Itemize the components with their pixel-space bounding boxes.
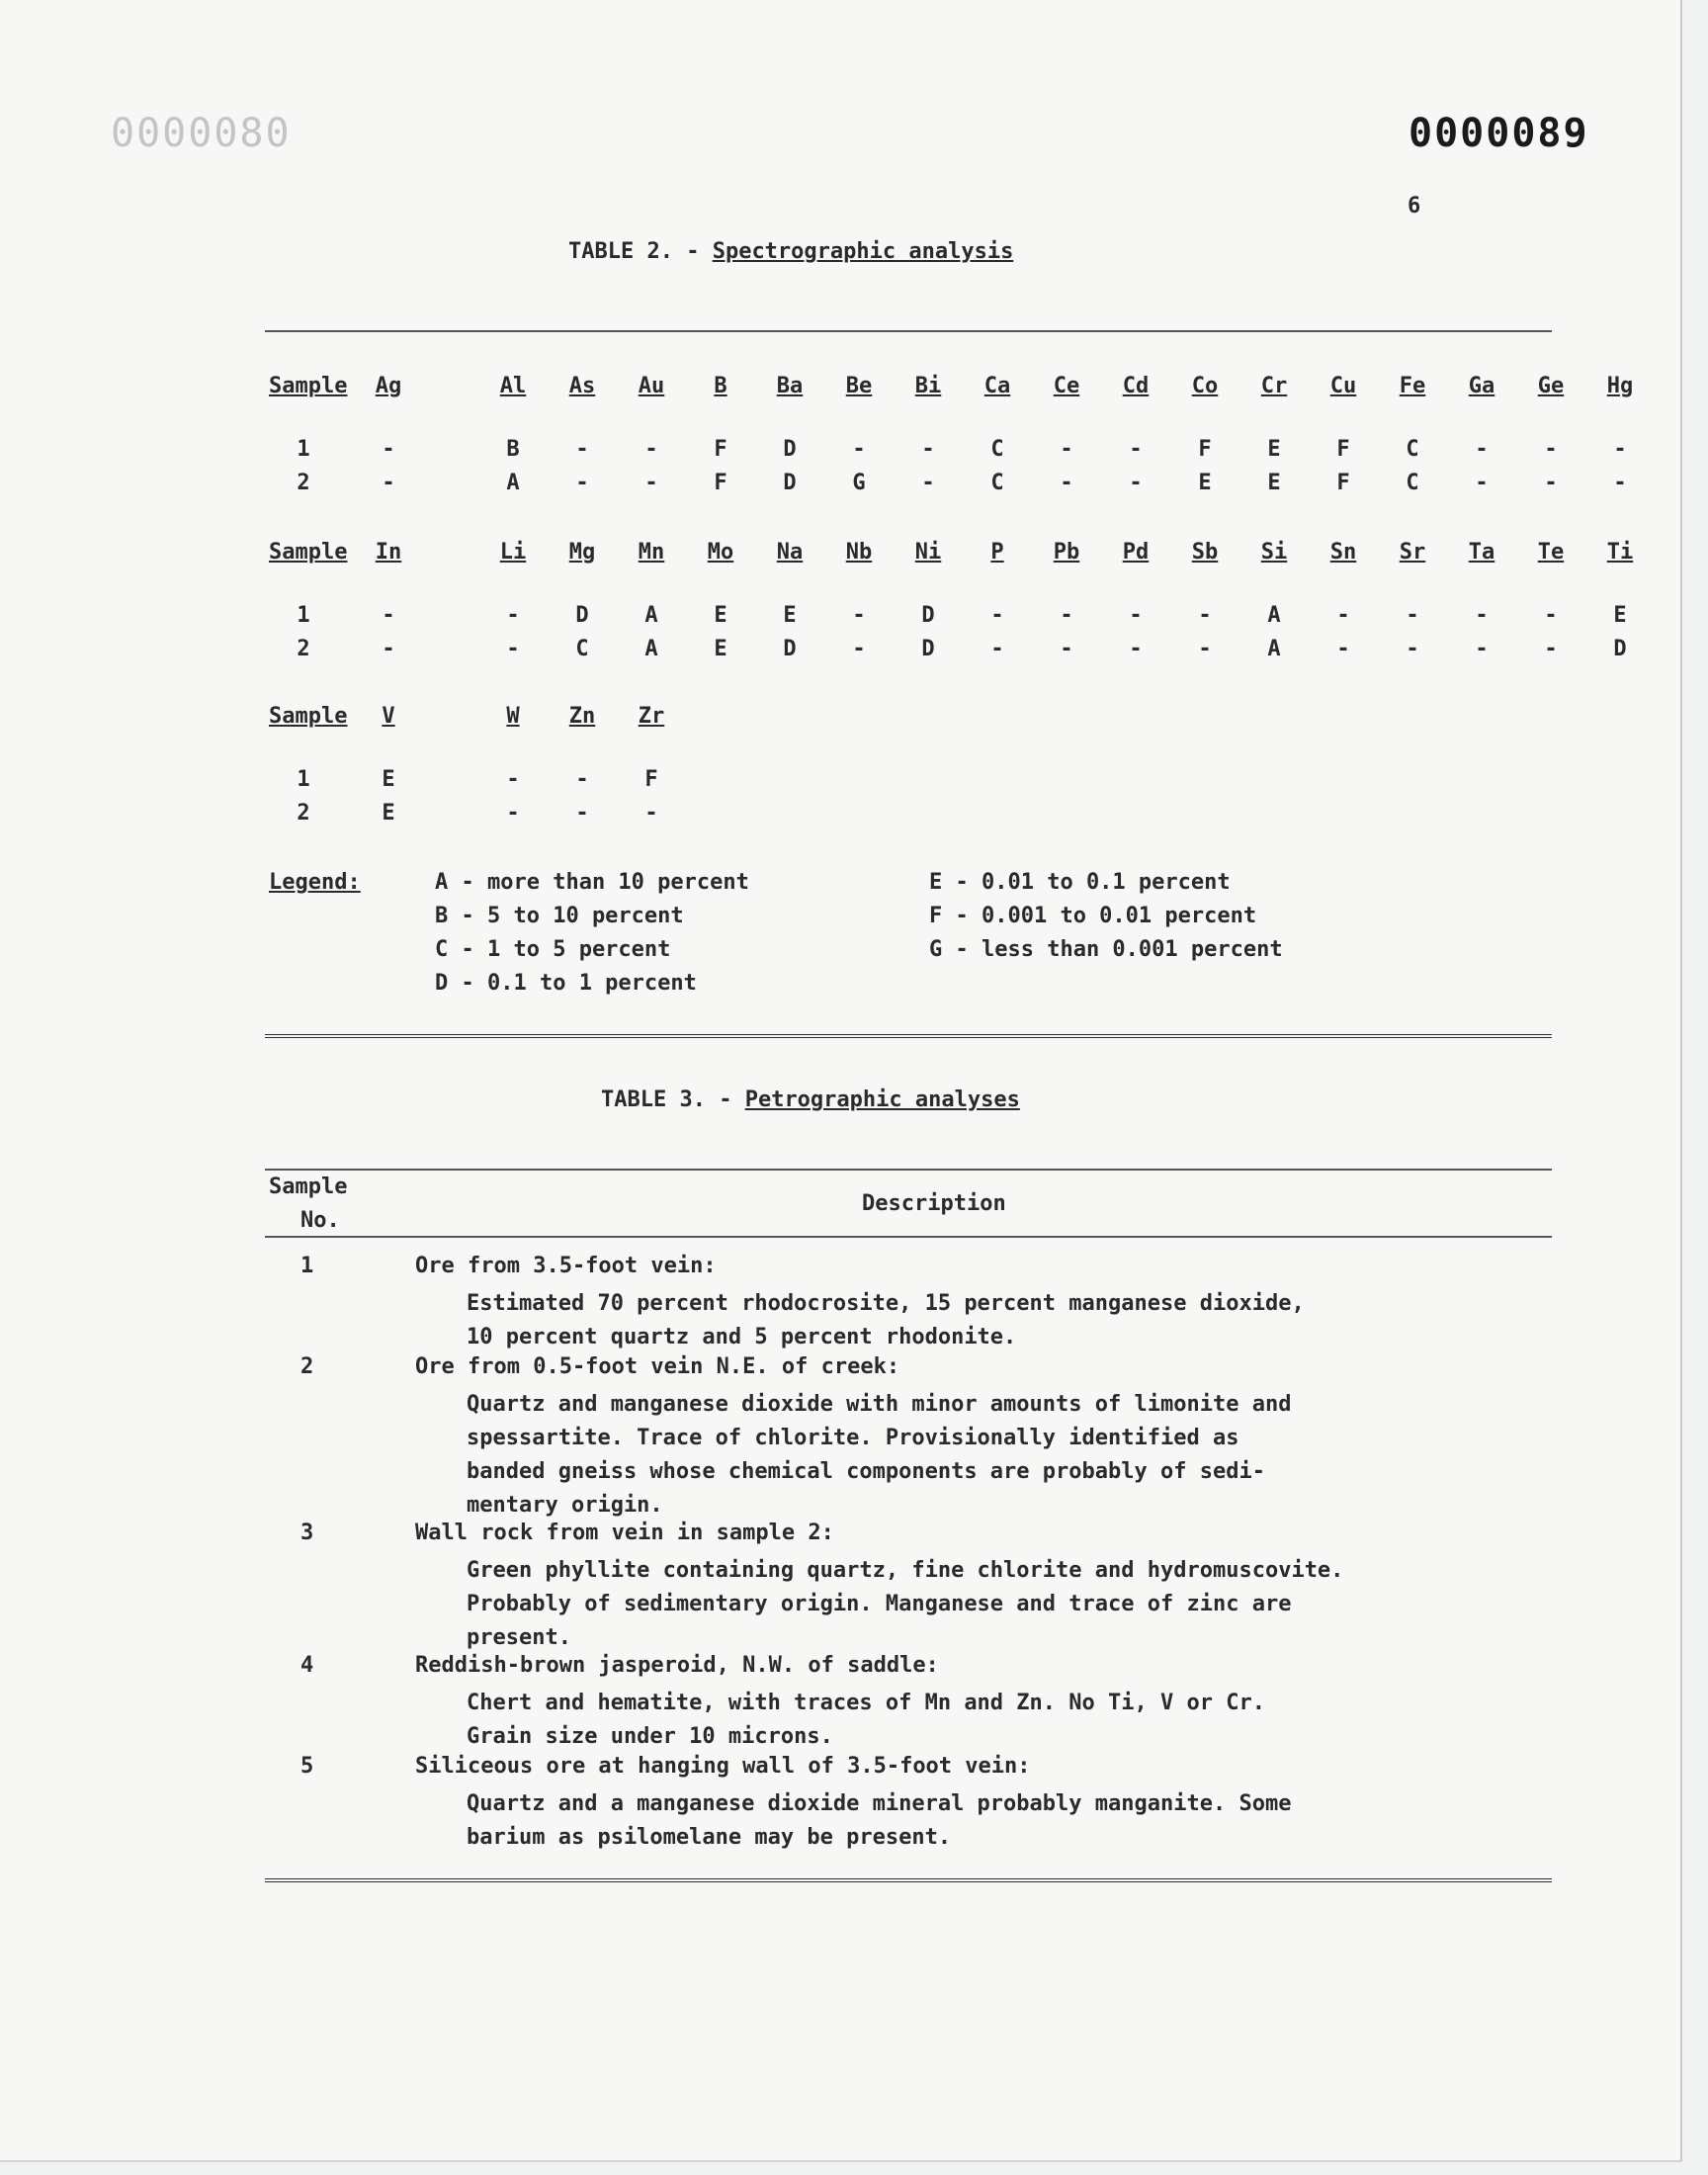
spec-value-cu: F (1336, 471, 1350, 495)
spec-value-in: - (382, 637, 395, 661)
spec-sample-number: 1 (297, 437, 310, 462)
spec-value-mo: E (714, 603, 727, 628)
spec-header-ag: Ag (375, 374, 402, 398)
table3-title-main: Petrographic analyses (744, 1088, 1020, 1112)
spec-value-cr: E (1267, 471, 1281, 495)
spec-value-na: D (783, 637, 797, 661)
spec-value-cd: - (1129, 437, 1143, 462)
spec-value-in: - (382, 603, 395, 628)
petro-sample-title: Wall rock from vein in sample 2: (415, 1521, 834, 1545)
legend-item-d: D - 0.1 to 1 percent (435, 971, 697, 996)
spec-value-zr: - (644, 801, 658, 826)
spec-sample-number: 2 (297, 801, 310, 826)
spec-header-sn: Sn (1329, 540, 1357, 565)
spec-header-ta: Ta (1468, 540, 1495, 565)
petro-sample-description: Quartz and manganese dioxide with minor amounts of limonite and spessartite. Trace of chlorite. Provisionally identified as banded gneiss whose chemical components are probably of sedi- mentary origin. (467, 1392, 1292, 1518)
spec-value-ni: D (921, 637, 935, 661)
spec-value-ga: - (1475, 437, 1489, 462)
spec-value-ti: E (1613, 603, 1627, 628)
spec-value-as: - (575, 471, 589, 495)
spec-value-cr: E (1267, 437, 1281, 462)
spec-value-sb: - (1198, 637, 1212, 661)
spec-value-ta: - (1475, 603, 1489, 628)
petro-sample-title: Reddish-brown jasperoid, N.W. of saddle: (415, 1653, 939, 1678)
spec-sample-row (269, 437, 1627, 471)
spec-header-sample: Sample (269, 704, 348, 729)
legend-item-b: B - 5 to 10 percent (435, 904, 684, 928)
spec-value-sr: - (1406, 603, 1419, 628)
spec-header-ge: Ge (1537, 374, 1565, 398)
spec-value-w: - (506, 801, 520, 826)
spec-value-zn: - (575, 767, 589, 792)
petro-sample-no: 5 (300, 1754, 314, 1779)
spec-value-ge: - (1544, 471, 1558, 495)
spec-value-ag: - (382, 437, 395, 462)
spec-header-row (269, 374, 1634, 407)
spec-header-mg: Mg (568, 540, 596, 565)
spec-value-ti: D (1613, 637, 1627, 661)
spec-value-co: E (1198, 471, 1212, 495)
spec-value-al: A (506, 471, 520, 495)
spec-value-na: E (783, 603, 797, 628)
spec-value-mn: A (644, 637, 658, 661)
spec-header-mn: Mn (638, 540, 665, 565)
spec-header-cd: Cd (1122, 374, 1150, 398)
spec-value-be: G (852, 471, 866, 495)
document-stamp-faint: 0000080 (111, 111, 292, 156)
spec-value-nb: - (852, 637, 866, 661)
spec-value-p: - (990, 603, 1004, 628)
document-stamp-number: 0000089 (1409, 111, 1589, 156)
spec-sample-row (269, 767, 1554, 801)
table3-title-prefix: TABLE 3. - (601, 1088, 745, 1112)
spec-header-row (269, 704, 1554, 738)
spec-value-ba: D (783, 471, 797, 495)
legend-item-e: E - 0.01 to 0.1 percent (929, 870, 1231, 895)
spec-header-sr: Sr (1399, 540, 1426, 565)
petro-sample-description: Quartz and a manganese dioxide mineral probably manganite. Some barium as psilomelane may be present. (467, 1791, 1292, 1850)
legend-item-a: A - more than 10 percent (435, 870, 749, 895)
spec-value-co: F (1198, 437, 1212, 462)
spec-header-ba: Ba (776, 374, 804, 398)
spec-header-pd: Pd (1122, 540, 1150, 565)
spec-value-be: - (852, 437, 866, 462)
spec-header-mo: Mo (707, 540, 734, 565)
spec-value-au: - (644, 437, 658, 462)
spec-header-b: B (714, 374, 727, 398)
spec-header-cr: Cr (1260, 374, 1288, 398)
spec-value-ca: C (990, 471, 1004, 495)
legend-item-g: G - less than 0.001 percent (929, 937, 1283, 962)
spec-value-pd: - (1129, 603, 1143, 628)
spec-group-1 (269, 374, 1634, 504)
spec-header-sb: Sb (1191, 540, 1219, 565)
spec-value-mn: A (644, 603, 658, 628)
spec-value-pd: - (1129, 637, 1143, 661)
spec-header-in: In (375, 540, 402, 565)
table2-title (568, 239, 1013, 264)
petro-sample-no: 3 (300, 1521, 314, 1545)
table2-top-rule (265, 330, 1552, 332)
spec-sample-number: 2 (297, 637, 310, 661)
spec-value-w: - (506, 767, 520, 792)
table2-bottom-rule (265, 1034, 1552, 1041)
petro-sample-description: Estimated 70 percent rhodocrosite, 15 percent manganese dioxide, 10 percent quartz and 5 percent rhodonite. (467, 1291, 1305, 1349)
table3-title (601, 1088, 1020, 1112)
spec-group-2 (269, 540, 1634, 670)
spec-header-bi: Bi (914, 374, 942, 398)
spec-group-3 (269, 704, 1554, 834)
spec-value-ca: C (990, 437, 1004, 462)
spec-value-ce: - (1060, 437, 1073, 462)
spec-value-hg: - (1613, 437, 1627, 462)
spec-header-sample: Sample (269, 374, 348, 398)
spec-value-v: E (382, 801, 395, 826)
spec-header-ti: Ti (1606, 540, 1634, 565)
col-header-description: Description (862, 1191, 1006, 1216)
spec-value-sr: - (1406, 637, 1419, 661)
spec-header-sample: Sample (269, 540, 348, 565)
petro-sample-title: Siliceous ore at hanging wall of 3.5-foot vein: (415, 1754, 1031, 1779)
spec-value-sb: - (1198, 603, 1212, 628)
spec-value-fe: C (1406, 471, 1419, 495)
spec-value-cu: F (1336, 437, 1350, 462)
spec-value-v: E (382, 767, 395, 792)
spec-header-w: W (506, 704, 520, 729)
petro-sample-no: 2 (300, 1354, 314, 1379)
legend-item-f: F - 0.001 to 0.01 percent (929, 904, 1257, 928)
petro-sample-no: 1 (300, 1254, 314, 1278)
spec-value-nb: - (852, 603, 866, 628)
spec-value-te: - (1544, 603, 1558, 628)
spec-value-b: F (714, 437, 727, 462)
spec-sample-row (269, 637, 1627, 670)
table3-bottom-rule (265, 1878, 1552, 1885)
spec-header-pb: Pb (1053, 540, 1080, 565)
spec-value-mg: C (575, 637, 589, 661)
spec-value-bi: - (921, 471, 935, 495)
spec-header-ca: Ca (983, 374, 1011, 398)
spec-value-ta: - (1475, 637, 1489, 661)
spec-value-sn: - (1336, 637, 1350, 661)
spec-value-zr: F (644, 767, 658, 792)
spec-header-be: Be (845, 374, 873, 398)
col-header-no: No. (300, 1208, 340, 1233)
spec-sample-row (269, 471, 1627, 504)
spec-value-pb: - (1060, 603, 1073, 628)
table3-top-rule (265, 1169, 1552, 1171)
spec-value-mg: D (575, 603, 589, 628)
petro-sample-description: Green phyllite containing quartz, fine chlorite and hydromuscovite. Probably of sedimentary origin. Manganese and trace of zinc are present. (467, 1558, 1344, 1650)
spec-header-co: Co (1191, 374, 1219, 398)
spec-sample-row (269, 801, 1554, 834)
spec-header-v: V (382, 704, 395, 729)
spec-header-as: As (568, 374, 596, 398)
spec-header-p: P (990, 540, 1004, 565)
spec-sample-row (269, 603, 1627, 637)
spec-header-ga: Ga (1468, 374, 1495, 398)
petro-sample-title: Ore from 0.5-foot vein N.E. of creek: (415, 1354, 900, 1379)
spec-header-zr: Zr (638, 704, 665, 729)
spec-sample-number: 2 (297, 471, 310, 495)
spec-value-ge: - (1544, 437, 1558, 462)
spec-value-ga: - (1475, 471, 1489, 495)
petro-sample-no: 4 (300, 1653, 314, 1678)
spec-value-bi: - (921, 437, 935, 462)
spec-value-fe: C (1406, 437, 1419, 462)
legend-label: Legend: (269, 870, 361, 895)
spec-sample-number: 1 (297, 767, 310, 792)
spec-value-mo: E (714, 637, 727, 661)
legend-item-c: C - 1 to 5 percent (435, 937, 671, 962)
table3-header-rule (265, 1236, 1552, 1238)
spec-value-al: B (506, 437, 520, 462)
spec-header-nb: Nb (845, 540, 873, 565)
spec-header-al: Al (499, 374, 527, 398)
spec-header-na: Na (776, 540, 804, 565)
col-header-sample: Sample (269, 1174, 348, 1199)
spec-value-cd: - (1129, 471, 1143, 495)
spec-value-li: - (506, 637, 520, 661)
spec-header-ni: Ni (914, 540, 942, 565)
spec-header-si: Si (1260, 540, 1288, 565)
spec-header-hg: Hg (1606, 374, 1634, 398)
spec-value-li: - (506, 603, 520, 628)
spec-value-as: - (575, 437, 589, 462)
spec-value-te: - (1544, 637, 1558, 661)
spec-value-b: F (714, 471, 727, 495)
spec-value-ag: - (382, 471, 395, 495)
spec-value-si: A (1267, 603, 1281, 628)
spec-header-fe: Fe (1399, 374, 1426, 398)
page-number: 6 (1408, 194, 1421, 218)
spec-value-ce: - (1060, 471, 1073, 495)
spec-sample-number: 1 (297, 603, 310, 628)
petro-sample-title: Ore from 3.5-foot vein: (415, 1254, 717, 1278)
spec-header-ce: Ce (1053, 374, 1080, 398)
spec-header-li: Li (499, 540, 527, 565)
spec-value-au: - (644, 471, 658, 495)
spec-value-zn: - (575, 801, 589, 826)
spec-header-cu: Cu (1329, 374, 1357, 398)
petro-sample-description: Chert and hematite, with traces of Mn and Zn. No Ti, V or Cr. Grain size under 10 microns. (467, 1691, 1265, 1749)
table2-title-prefix: TABLE 2. - (568, 239, 713, 264)
spec-value-ba: D (783, 437, 797, 462)
spec-value-hg: - (1613, 471, 1627, 495)
table2-title-main: Spectrographic analysis (712, 239, 1014, 264)
spec-header-te: Te (1537, 540, 1565, 565)
spec-header-au: Au (638, 374, 665, 398)
spec-header-row (269, 540, 1634, 573)
spec-value-si: A (1267, 637, 1281, 661)
spec-header-zn: Zn (568, 704, 596, 729)
spec-value-pb: - (1060, 637, 1073, 661)
spec-value-p: - (990, 637, 1004, 661)
spec-value-sn: - (1336, 603, 1350, 628)
spec-value-ni: D (921, 603, 935, 628)
